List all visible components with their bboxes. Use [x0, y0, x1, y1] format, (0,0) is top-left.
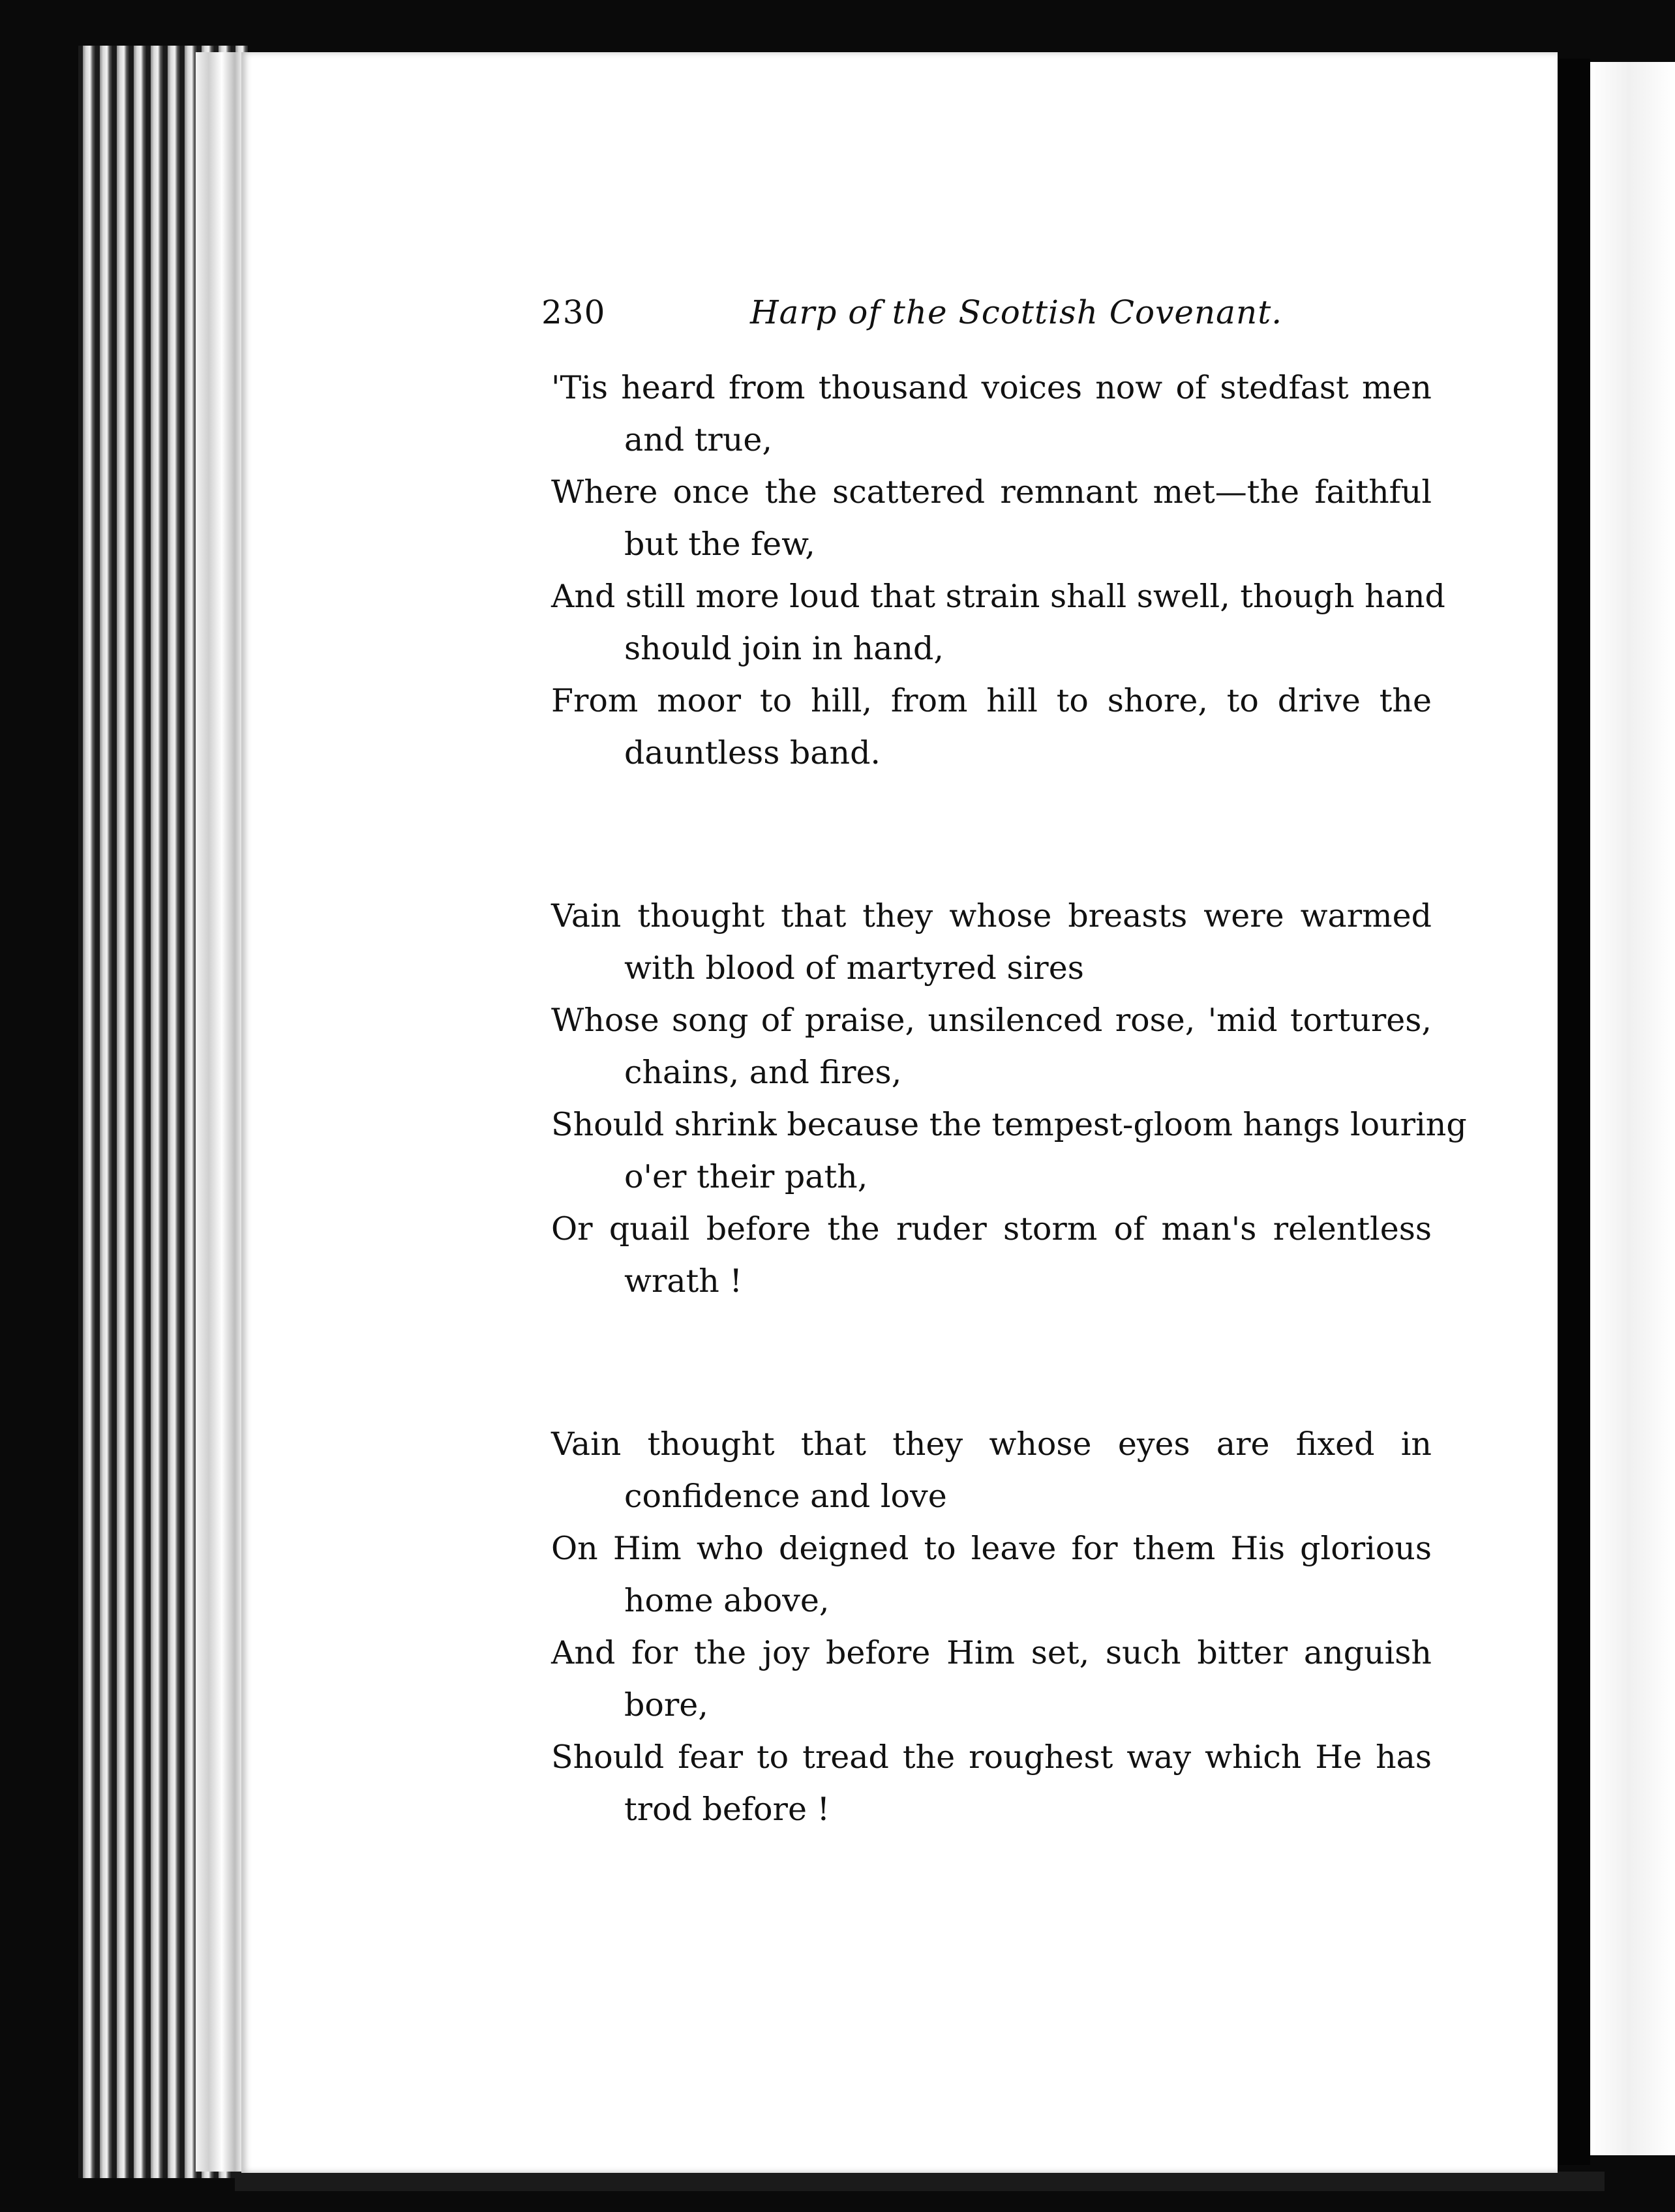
verse-line-continuation: and true,	[624, 421, 772, 458]
page-header	[541, 293, 1455, 346]
verse-line-continuation: chains, and fires,	[624, 1054, 902, 1091]
verse-line-continuation: home above,	[624, 1582, 830, 1619]
verse-line: Should shrink because the tempest-gloom hangs louring	[551, 1106, 1467, 1143]
facing-page-edge	[1590, 62, 1675, 2155]
running-title: Harp of the Scottish Covenant.	[750, 293, 1283, 331]
verse-line: Should fear to tread the roughest way which He has	[551, 1739, 1432, 1776]
verse-line: Whose song of praise, unsilenced rose, 'mid tortures,	[551, 1002, 1432, 1039]
verse-line-continuation: bore,	[624, 1686, 708, 1724]
verse-line-continuation: o'er their path,	[624, 1158, 868, 1195]
verse-line-continuation: dauntless band.	[624, 734, 881, 771]
verse-line-continuation: trod before !	[624, 1791, 830, 1828]
verse-line-continuation: with blood of martyred sires	[624, 949, 1084, 987]
stanza-2	[551, 890, 1467, 1308]
book-bottom-edge	[235, 2172, 1605, 2191]
verse-line: Where once the scattered remnant met—the faithful	[551, 473, 1432, 511]
verse-line: From moor to hill, from hill to shore, to drive the	[551, 682, 1432, 719]
verse-line: 'Tis heard from thousand voices now of stedfast men	[551, 369, 1432, 406]
verse-line-continuation: but the few,	[624, 526, 815, 563]
verse-line: Vain thought that they whose eyes are fixed in	[551, 1426, 1432, 1463]
book-gutter	[196, 52, 241, 2172]
verse-line-continuation: confidence and love	[624, 1478, 947, 1515]
verse-line: Or quail before the ruder storm of man's relentless	[551, 1210, 1432, 1248]
verse-line-continuation: should join in hand,	[624, 630, 944, 667]
verse-line: Vain thought that they whose breasts were warmed	[551, 897, 1432, 934]
verse-line-continuation: wrath !	[624, 1263, 743, 1300]
verse-line: On Him who deigned to leave for them His glorious	[551, 1530, 1432, 1567]
stanza-3	[551, 1418, 1432, 1836]
page-number: 230	[541, 293, 606, 331]
book-binding-shadow	[1558, 59, 1590, 2165]
stanza-1	[551, 362, 1445, 779]
verse-line: And still more loud that strain shall swell, though hand	[551, 578, 1445, 615]
verse-line: And for the joy before Him set, such bitter anguish	[551, 1634, 1432, 1671]
